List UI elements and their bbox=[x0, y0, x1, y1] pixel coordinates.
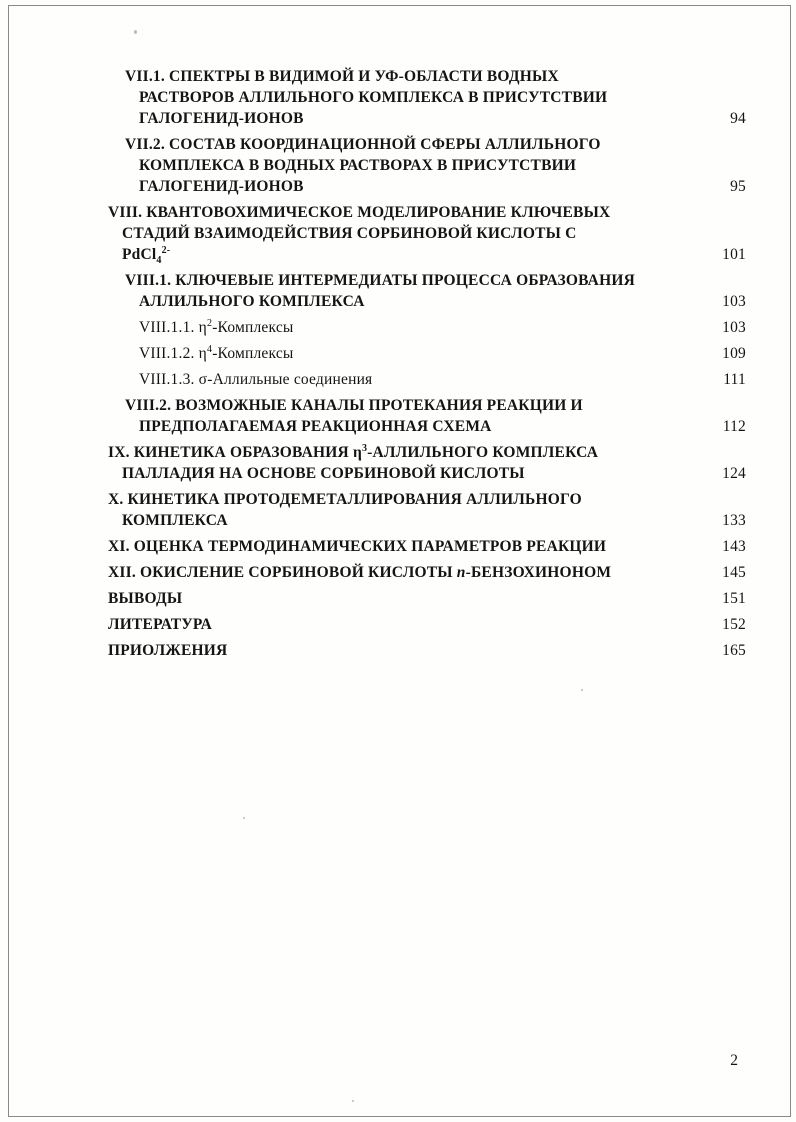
toc-entry-page: 133 bbox=[722, 512, 746, 529]
toc-entry-page: 143 bbox=[722, 538, 746, 555]
scan-speckle bbox=[581, 689, 583, 691]
toc-entry-title: IX. КИНЕТИКА ОБРАЗОВАНИЯ $\eta^3$-АЛЛИЛЬНОГО КОМПЛЕКСА ПАЛЛАДИЯ НА ОСНОВЕ СОРБИНОВОЙ КИСЛОТЫ bbox=[108, 442, 599, 482]
toc-entry-title: XII. ОКИСЛЕНИЕ СОРБИНОВОЙ КИСЛОТЫ n-БЕНЗОХИНОНОМ bbox=[108, 564, 612, 581]
toc-entry bbox=[108, 134, 746, 197]
toc-entry-title: VIII.2. ВОЗМОЖНЫЕ КАНАЛЫ ПРОТЕКАНИЯ РЕАКЦИИ И ПРЕДПОЛАГАЕМАЯ РЕАКЦИОННАЯ СХЕМА bbox=[125, 397, 583, 435]
toc-entry bbox=[108, 640, 746, 661]
toc-entry bbox=[108, 270, 746, 312]
toc-entry-page: 109 bbox=[722, 345, 746, 362]
scan-speckle bbox=[134, 30, 137, 34]
toc-entry-title: VIII. КВАНТОВОХИМИЧЕСКОЕ МОДЕЛИРОВАНИЕ КЛЮЧЕВЫХ СТАДИЙ ВЗАИМОДЕЙСТВИЯ СОРБИНОВОЙ КИСЛОТЫ С PdCl$_4^{2-}$ bbox=[108, 204, 611, 267]
toc-entry-page: 103 bbox=[722, 293, 746, 310]
toc-entry bbox=[108, 536, 746, 557]
toc-entry-title: VIII.1.1. $\eta^2$-Комплексы bbox=[139, 317, 294, 336]
toc-entry bbox=[108, 614, 746, 635]
toc-entry bbox=[108, 343, 746, 364]
toc-entry-title: XI. ОЦЕНКА ТЕРМОДИНАМИЧЕСКИХ ПАРАМЕТРОВ РЕАКЦИИ bbox=[108, 538, 607, 555]
toc-entry bbox=[108, 317, 746, 338]
toc-entry-title: X. КИНЕТИКА ПРОТОДЕМЕТАЛЛИРОВАНИЯ АЛЛИЛЬНОГО КОМПЛЕКСА bbox=[108, 491, 582, 529]
toc-entry-title: VII.2. СОСТАВ КООРДИНАЦИОННОЙ СФЕРЫ АЛЛИЛЬНОГО КОМПЛЕКСА В ВОДНЫХ РАСТВОРАХ В ПРИСУТСТВИИ ГАЛОГЕНИД-ИОНОВ bbox=[125, 136, 601, 195]
toc-entry-page: 111 bbox=[723, 371, 746, 388]
toc-entry bbox=[108, 489, 746, 531]
toc-entry-title: VIII.1. КЛЮЧЕВЫЕ ИНТЕРМЕДИАТЫ ПРОЦЕССА ОБРАЗОВАНИЯ АЛЛИЛЬНОГО КОМПЛЕКСА bbox=[125, 272, 635, 310]
toc-entry bbox=[108, 369, 746, 390]
toc-entry-title: VIII.1.3. σ-Аллильные соединения bbox=[139, 371, 373, 388]
toc-entry bbox=[108, 395, 746, 437]
toc-entry-page: 151 bbox=[722, 590, 746, 607]
toc-entry-title: VII.1. СПЕКТРЫ В ВИДИМОЙ И УФ-ОБЛАСТИ ВОДНЫХ РАСТВОРОВ АЛЛИЛЬНОГО КОМПЛЕКСА В ПРИСУТСТВИИ ГАЛОГЕНИД-ИОНОВ bbox=[125, 68, 608, 127]
toc-entry-page: 165 bbox=[722, 642, 746, 659]
toc-entry-title: ПРИОЛЖЕНИЯ bbox=[108, 642, 228, 659]
page-number: 2 bbox=[730, 1052, 738, 1069]
toc-entry-page: 101 bbox=[722, 246, 746, 263]
scan-speckle bbox=[352, 1100, 354, 1102]
scan-speckle bbox=[243, 817, 245, 819]
table-of-contents bbox=[108, 66, 746, 666]
toc-entry-page: 95 bbox=[730, 178, 746, 195]
toc-entry-page: 103 bbox=[722, 319, 746, 336]
toc-entry-page: 94 bbox=[730, 110, 746, 127]
toc-entry-page: 112 bbox=[722, 418, 746, 435]
toc-entry bbox=[108, 562, 746, 583]
toc-entry-page: 145 bbox=[722, 564, 746, 581]
toc-entry-page: 152 bbox=[722, 616, 746, 633]
toc-entry bbox=[108, 202, 746, 265]
toc-entry-page: 124 bbox=[722, 465, 746, 482]
toc-entry bbox=[108, 588, 746, 609]
toc-entry-title: VIII.1.2. $\eta^4$-Комплексы bbox=[139, 343, 294, 362]
toc-entry-title: ЛИТЕРАТУРА bbox=[108, 616, 212, 633]
toc-entry bbox=[108, 442, 746, 484]
toc-entry bbox=[108, 66, 746, 129]
toc-entry-title: ВЫВОДЫ bbox=[108, 590, 183, 607]
